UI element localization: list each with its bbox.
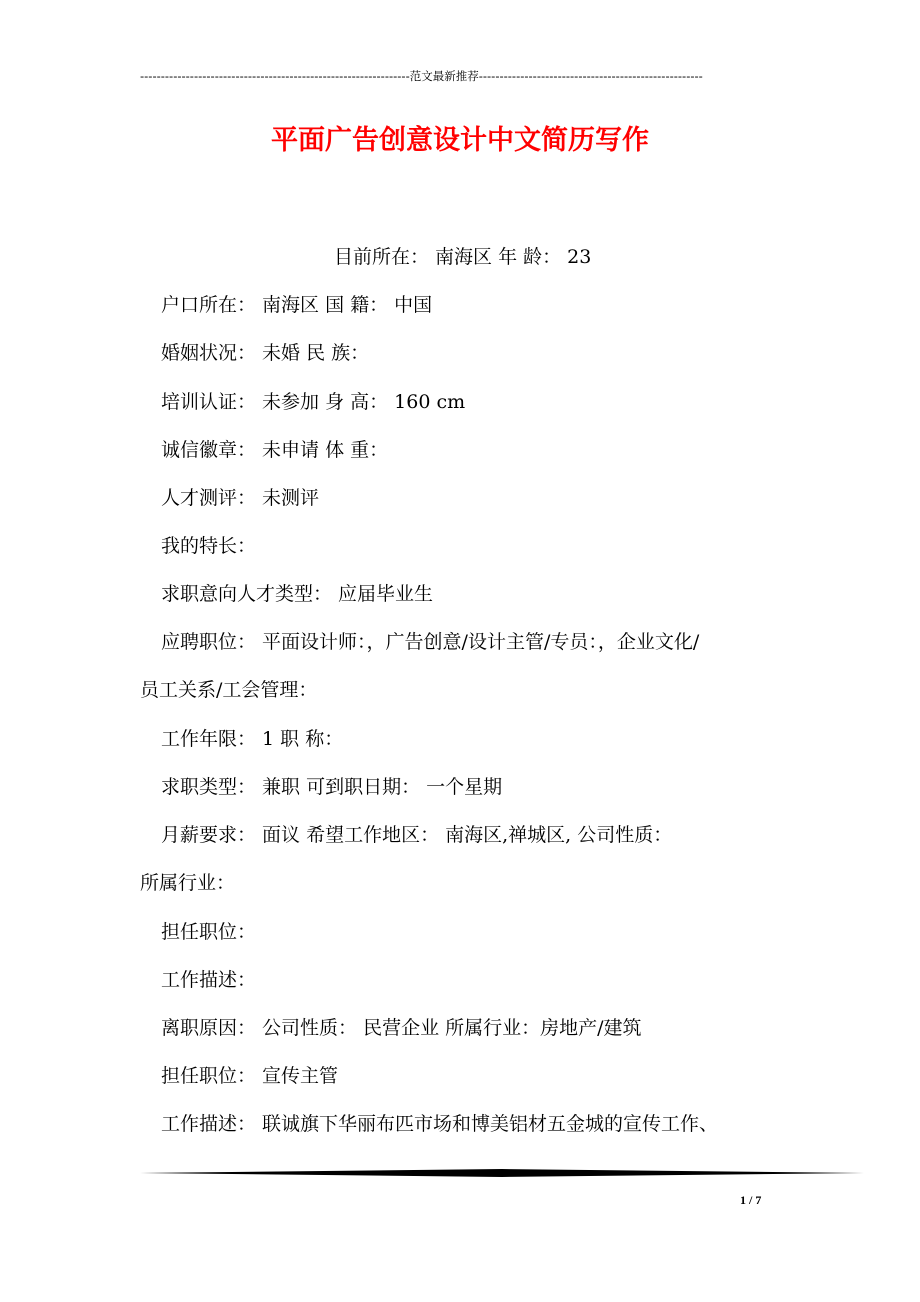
text-line: 户口所在： 南海区 国 籍： 中国 — [161, 294, 433, 316]
page-header: -----------------------------------------------------------------范文最新推荐------------------------------------------------------ — [140, 69, 703, 83]
text-line: 月薪要求： 面议 希望工作地区： 南海区,禅城区, 公司性质： — [161, 824, 673, 846]
document-title: 平面广告创意设计中文简历写作 — [271, 125, 649, 156]
text-line: 求职类型： 兼职 可到职日期： 一个星期 — [161, 776, 503, 798]
footer-divider — [140, 1166, 864, 1180]
text-line: 离职原因： 公司性质： 民营企业 所属行业：房地产/建筑 — [161, 1017, 642, 1039]
text-line: 婚姻状况： 未婚 民 族： — [161, 342, 370, 364]
text-line: 工作描述： 联诚旗下华丽布匹市场和博美铝材五金城的宣传工作、 — [161, 1113, 719, 1135]
text-line: 我的特长： — [161, 535, 257, 557]
text-line: 目前所在： 南海区 年 龄： 23 — [334, 246, 592, 268]
page-number: 1 / 7 — [740, 1193, 762, 1207]
text-line: 工作年限： 1 职 称： — [161, 728, 344, 750]
text-line: 员工关系/工会管理： — [140, 679, 318, 701]
text-line: 所属行业： — [140, 872, 236, 894]
text-line: 应聘职位： 平面设计师：，广告创意/设计主管/专员：，企业文化/ — [161, 631, 700, 653]
text-line: 担任职位： — [161, 921, 257, 943]
text-line: 求职意向人才类型： 应届毕业生 — [161, 583, 434, 605]
text-line: 担任职位： 宣传主管 — [161, 1065, 339, 1087]
text-line: 培训认证： 未参加 身 高： 160 cm — [161, 391, 466, 413]
text-line: 人才测评： 未测评 — [161, 487, 320, 509]
text-line: 诚信徽章： 未申请 体 重： — [161, 439, 389, 461]
text-line: 工作描述： — [161, 969, 257, 991]
